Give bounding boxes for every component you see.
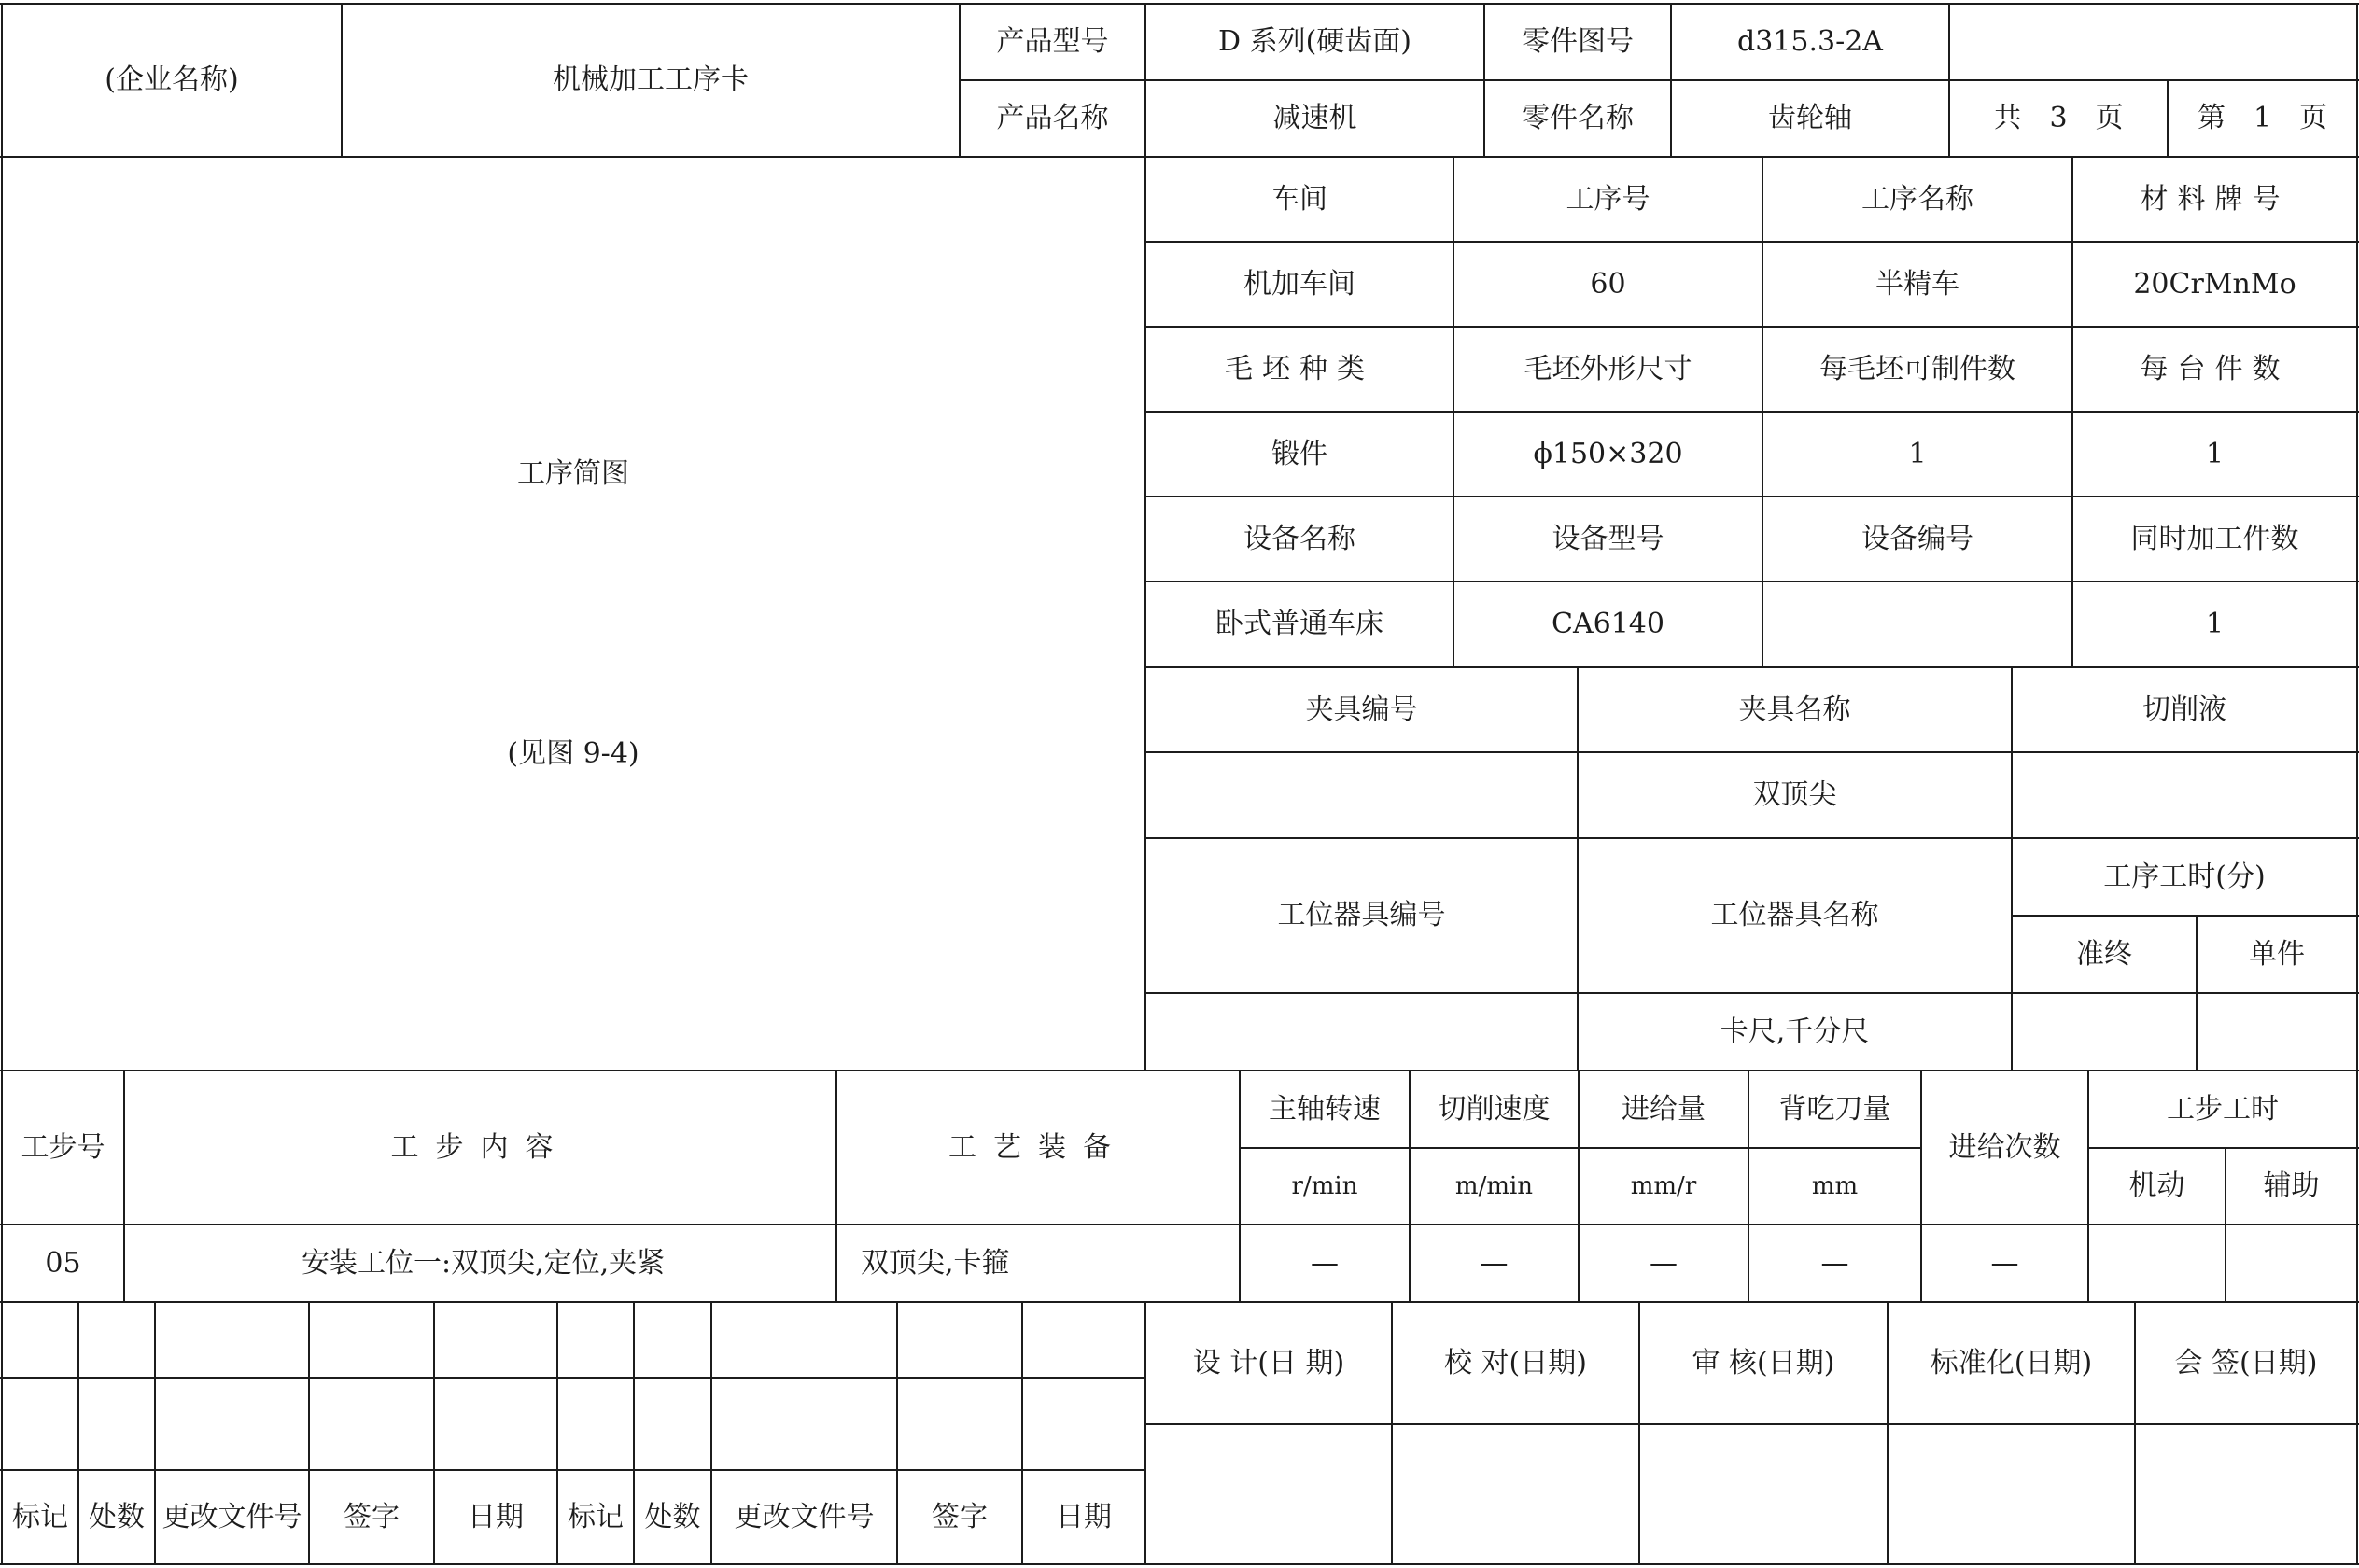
revision-doc-label: 更改文件号 (161, 1500, 302, 1533)
feed-header: 进给量 (1622, 1092, 1706, 1126)
info-blank-type-label: 毛坯种类 (1225, 352, 1374, 385)
step-content-header: 工步内容 (390, 1130, 570, 1164)
step-machine-time (2088, 1225, 2226, 1302)
step-equipment-header: 工艺装备 (948, 1130, 1128, 1164)
step-time-header: 工步工时 (2167, 1092, 2279, 1126)
approval-check: 校 对(日期) (1444, 1346, 1587, 1379)
revision-count-label: 处数 (644, 1500, 701, 1533)
spindle-speed-header: 主轴转速 (1269, 1092, 1381, 1126)
step-cutting-speed: — (1480, 1246, 1509, 1280)
depth-unit: mm (1811, 1172, 1859, 1200)
info-blank-size-label: 毛坯外形尺寸 (1524, 352, 1692, 385)
station-tool-no-label: 工位器具编号 (1277, 899, 1446, 931)
info-op-no: 60 (1590, 267, 1626, 301)
step-feed: — (1650, 1246, 1678, 1280)
step-spindle-speed: — (1311, 1246, 1339, 1280)
revision-count-label: 处数 (89, 1500, 145, 1533)
unit-time-label: 单件 (2249, 937, 2305, 971)
spindle-speed-unit: r/min (1291, 1172, 1358, 1200)
info-equip-no-label: 设备编号 (1861, 522, 1973, 555)
machine-time-header: 机动 (2128, 1169, 2185, 1202)
revision-date-label: 日期 (1056, 1500, 1112, 1533)
info-op-name: 半精车 (1875, 267, 1959, 301)
depth-header: 背吃刀量 (1778, 1092, 1891, 1126)
prep-time (2012, 993, 2197, 1071)
info-material: 20CrMnMo (2133, 267, 2296, 301)
cutting-speed-header: 切削速度 (1438, 1092, 1551, 1126)
info-equip-no (1762, 581, 2072, 667)
product-model: D 系列(硬齿面) (1218, 25, 1411, 58)
coolant-label: 切削液 (2142, 693, 2226, 726)
station-tool-name-label: 工位器具名称 (1710, 899, 1879, 931)
product-name-label: 产品名称 (996, 102, 1109, 134)
info-parts-per-unit: 1 (2205, 437, 2225, 470)
fixture-name-label: 夹具名称 (1738, 693, 1851, 726)
feed-unit: mm/r (1630, 1172, 1697, 1200)
info-workshop: 机加车间 (1243, 267, 1355, 301)
h-rule (0, 1377, 1145, 1379)
approval-countersign: 会 签(日期) (2174, 1346, 2318, 1379)
info-equip-name-label: 设备名称 (1243, 522, 1355, 555)
step-aux-time (2226, 1225, 2357, 1302)
coolant (2012, 752, 2357, 838)
revision-date-label: 日期 (468, 1500, 524, 1533)
op-time-label: 工序工时(分) (2103, 860, 2266, 893)
part-drawing-no: d315.3-2A (1737, 25, 1883, 58)
cutting-speed-unit: m/min (1454, 1172, 1534, 1200)
card-title: 机械加工工序卡 (553, 63, 749, 96)
total-pages: 共 3 页 (1993, 102, 2124, 134)
revision-mark-label: 标记 (12, 1500, 68, 1533)
revision-doc-label: 更改文件号 (734, 1500, 875, 1533)
sketch-label: 工序简图 (517, 457, 629, 490)
step-depth: — (1820, 1246, 1849, 1280)
fixture-name: 双顶尖 (1752, 778, 1837, 811)
approval-design: 设 计(日 期) (1192, 1346, 1345, 1379)
info-op-no-label: 工序号 (1566, 182, 1650, 216)
approval-standard: 标准化(日期) (1930, 1346, 2093, 1379)
info-equip-name: 卧式普通车床 (1215, 608, 1383, 640)
info-blank-type: 锻件 (1271, 437, 1327, 470)
info-parts-per-unit-label: 每台件数 (2140, 352, 2290, 385)
company-name: (企业名称) (105, 63, 239, 96)
station-tool-name: 卡尺,千分尺 (1720, 1015, 1870, 1048)
info-parts-per-blank: 1 (1908, 437, 1927, 470)
info-simul-parts-label: 同时加工件数 (2130, 522, 2299, 555)
unit-time (2197, 993, 2357, 1071)
info-equip-model: CA6140 (1552, 608, 1664, 640)
info-blank-size: ϕ150×320 (1533, 437, 1683, 470)
approval-review: 审 核(日期) (1692, 1346, 1835, 1379)
prep-time-label: 准终 (2076, 937, 2132, 971)
sketch-reference: (见图 9-4) (507, 737, 639, 770)
fixture-no-label: 夹具编号 (1305, 693, 1418, 726)
revision-mark-label: 标记 (568, 1500, 624, 1533)
step-content: 安装工位一:双顶尖,定位,夹紧 (302, 1246, 666, 1280)
step-passes: — (1990, 1246, 2019, 1280)
step-no: 05 (45, 1246, 81, 1280)
info-parts-per-blank-label: 每毛坯可制件数 (1819, 352, 2015, 385)
passes-header: 进给次数 (1948, 1130, 2061, 1164)
fixture-no (1145, 752, 1578, 838)
step-equipment: 双顶尖,卡箍 (861, 1246, 1010, 1280)
part-name: 齿轮轴 (1768, 102, 1852, 134)
info-simul-parts: 1 (2205, 608, 2225, 640)
revision-sign-label: 签字 (344, 1500, 400, 1533)
product-name: 减速机 (1272, 102, 1357, 134)
aux-time-header: 辅助 (2263, 1169, 2320, 1202)
info-op-name-label: 工序名称 (1861, 182, 1973, 216)
page-number: 第 1 页 (2197, 102, 2328, 134)
part-drawing-no-label: 零件图号 (1522, 25, 1634, 58)
revision-sign-label: 签字 (932, 1500, 988, 1533)
info-equip-model-label: 设备型号 (1552, 522, 1664, 555)
info-material-label: 材料牌号 (2140, 182, 2290, 216)
product-model-label: 产品型号 (996, 25, 1109, 58)
part-name-label: 零件名称 (1522, 102, 1634, 134)
station-tool-no (1145, 993, 1578, 1071)
info-workshop-label: 车间 (1271, 182, 1327, 216)
step-no-header: 工步号 (21, 1130, 105, 1164)
